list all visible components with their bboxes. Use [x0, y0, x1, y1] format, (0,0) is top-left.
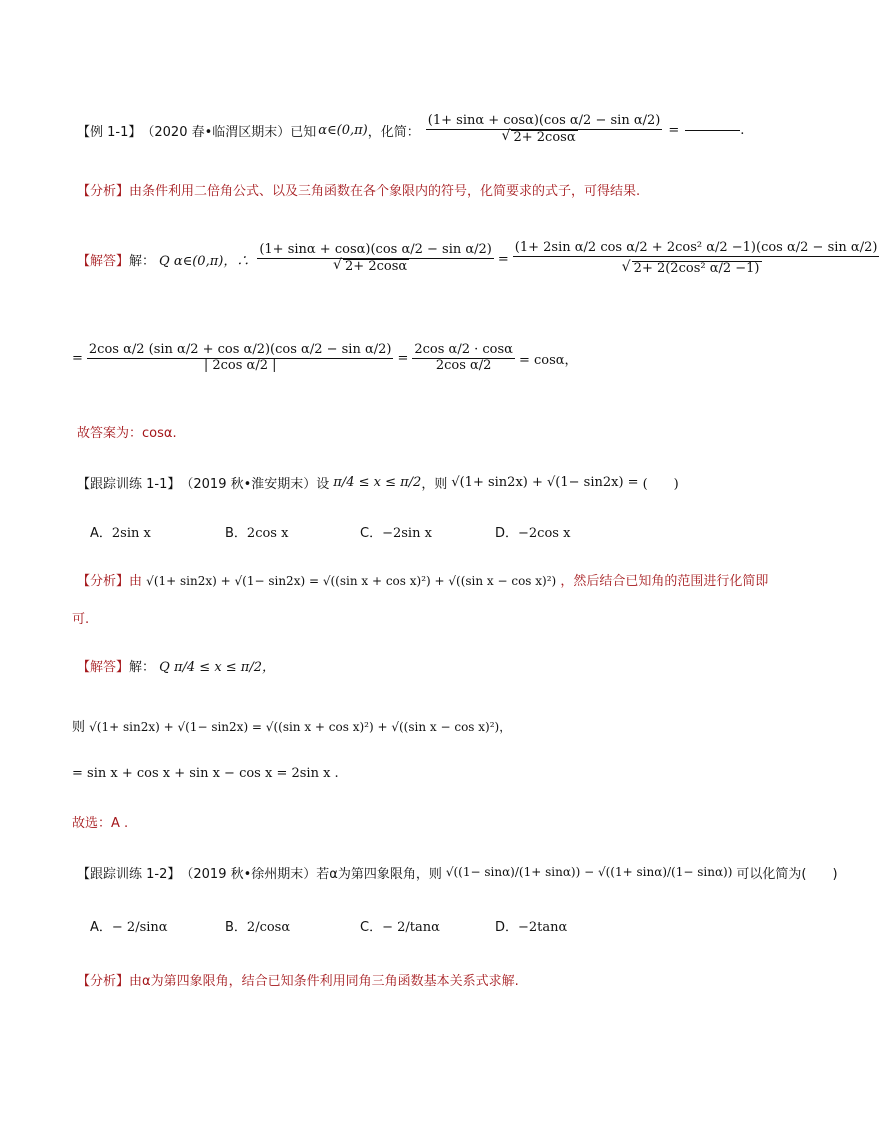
solution-2-line-1: 【解答】解： Q π/4 ≤ x ≤ π/2， [77, 660, 275, 675]
solution-2-line-2: 则 √(1+ sin2x) + √(1− sin2x) = √((sin x + cos x)²) + √((sin x − cos x)²)， [72, 720, 512, 735]
option-c[interactable]: C．−2sin x [360, 526, 432, 541]
followup-tag: 【跟踪训练 1-2】 [77, 866, 181, 882]
followup-source: （2019 秋•淮安期末）设 [180, 476, 330, 492]
solution-fraction-3: $\frac{\text{2cos α/2 (sin α/2 + cos α/2)(cos α/2 − sin α/2)}}{\text{| 2cos α/2 |}}$ [88, 341, 392, 373]
solution-tag: 【解答】 [77, 253, 130, 269]
solution-result: = cosα， [518, 352, 578, 368]
example-1-1: 【例 1-1】 （2020 春•临渭区期末）已知 α∈(0,π) ，化简： (1+ sinα + cosα)(cos α/2 − sin α/2) √ 2+ 2cosα = . [77, 108, 744, 152]
answer-2: 故选：A . [72, 816, 129, 831]
option-d[interactable]: D．−2tanα [495, 920, 568, 935]
followup-source: （2019 秋•徐州期末）若 [180, 866, 330, 882]
answer-blank [685, 130, 740, 131]
analysis-tag: 【分析】 [77, 574, 130, 589]
example-equals: = [668, 122, 680, 138]
example-fraction: (1+ sinα + cosα)(cos α/2 − sin α/2) √ 2+ 2cosα [426, 114, 663, 146]
example-tag: 【例 1-1】 [77, 124, 142, 140]
analysis-2: 【分析】由 √(1+ sin2x) + √(1− sin2x) = √((sin x + cos x)²) + √((sin x − cos x)²) ，然后结合已知角的范围进行化简即 [77, 574, 769, 589]
analysis-1 [77, 180, 640, 199]
solution-range: Q π/4 ≤ x ≤ π/2， [159, 660, 275, 675]
solution-1-line-1: 【解答】 解： Q α∈(0,π)，∴ (1+ sinα + cosα)(cos α/2 − sin α/2) √ 2+ 2cosα = (1+ 2sin α/2 cos α/2 + 2cos² α/2 −1)(cos α/2 − sin α/2) √ 2+ 2(2cos² α/2 −1) [77, 228, 879, 290]
followup-1-2: 【跟踪训练 1-2】 （2019 秋•徐州期末）若 α为第四象限角，则 √((1− sinα)/(1+ sinα)) − √((1+ sinα)/(1− sinα)) 可以化简为( ) [77, 854, 838, 890]
example-instruction: ，化简： [367, 124, 420, 140]
answer-1: 故答案为：cosα. [77, 426, 177, 441]
analysis-expression: √(1+ sin2x) + √(1− sin2x) = √((sin x + cos x)²) + √((sin x − cos x)²) [146, 574, 557, 588]
followup-expression: √(1+ sin2x) + √(1− sin2x) = [451, 474, 639, 490]
option-a[interactable]: A．− 2/sinα [90, 920, 168, 935]
analysis-tag: 【分析】 [77, 184, 130, 199]
solution-tag: 【解答】 [77, 660, 130, 675]
analysis-tag: 【分析】 [77, 974, 130, 989]
followup-question: 可以化简为( ) [736, 866, 838, 882]
option-b[interactable]: B．2/cosα [225, 920, 291, 935]
options-1-2 [90, 916, 630, 935]
solution-2-line-3: = sin x + cos x + sin x − cos x = 2sin x . [72, 766, 339, 781]
analysis-text: 由α为第四象限角，结合已知条件利用同角三角函数基本关系式求解. [129, 974, 519, 989]
solution-fraction-2: (1+ 2sin α/2 cos α/2 + 2cos² α/2 −1)(cos α/2 − sin α/2) √ 2+ 2(2cos² α/2 −1) [513, 241, 879, 277]
analysis-2-cont: 可. [72, 612, 90, 627]
solution-expression: √(1+ sin2x) + √(1− sin2x) = √((sin x + cos x)²) + √((sin x − cos x)²)， [89, 720, 512, 734]
followup-range: π/4 ≤ x ≤ π/2 [333, 474, 422, 490]
followup-paren: ( ) [642, 476, 679, 492]
option-a[interactable]: A．2sin x [90, 526, 151, 541]
options-1-1 [90, 522, 630, 541]
solution-because: Q α∈(0,π)，∴ [159, 253, 250, 269]
option-c[interactable]: C．− 2/tanα [360, 920, 440, 935]
solution-fraction-1: (1+ sinα + cosα)(cos α/2 − sin α/2) √ 2+ 2cosα [257, 243, 494, 275]
followup-1-1: 【跟踪训练 1-1】 （2019 秋•淮安期末）设 π/4 ≤ x ≤ π/2 ，则 √(1+ sin2x) + √(1− sin2x) = ( ) [77, 474, 679, 492]
followup-tag: 【跟踪训练 1-1】 [77, 476, 181, 492]
option-d[interactable]: D．−2cos x [495, 526, 571, 541]
option-b[interactable]: B．2cos x [225, 526, 289, 541]
example-source: （2020 春•临渭区期末）已知 [141, 124, 317, 140]
solution-fraction-4: $\frac{\text{2cos α/2 · cosα}}{\text{2cos α/2}}$ [414, 341, 513, 373]
followup-expression: √((1− sinα)/(1+ sinα)) − √((1+ sinα)/(1− sinα)) [445, 865, 733, 879]
analysis-text: 由条件利用二倍角公式、以及三角函数在各个象限内的符号，化简要求的式子，可得结果. [129, 184, 641, 199]
analysis-3 [77, 970, 519, 989]
solution-1-line-2: = $\frac{\text{2cos α/2 (sin α/2 + cos α/2)(cos α/2 − sin α/2)}}{\text{| 2cos α/2 |}}$ = $\frac{\text{2cos α/2 · cosα}}{\text{2cos α/2}}$ = cosα， [72, 341, 578, 373]
example-condition: α∈(0,π) [318, 122, 368, 138]
